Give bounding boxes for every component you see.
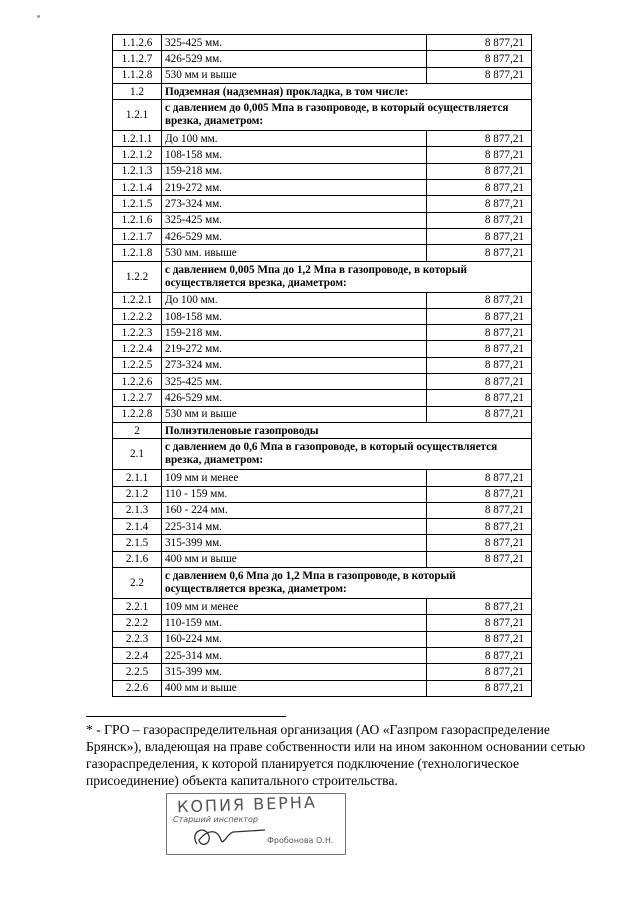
table-row — [113, 325, 532, 341]
row-price: 8 877,21 — [427, 245, 532, 261]
row-price: 8 877,21 — [427, 551, 532, 567]
row-price: 8 877,21 — [427, 341, 532, 357]
row-price: 8 877,21 — [427, 406, 532, 422]
row-description: 159-218 мм. — [162, 325, 427, 341]
row-description: 273-324 мм. — [162, 357, 427, 373]
row-number: 1.2.1.7 — [113, 228, 162, 244]
tariff-table-body — [113, 35, 532, 697]
row-description: 530 мм и выше — [162, 406, 427, 422]
row-number: 1.2.2.4 — [113, 341, 162, 357]
row-number: 2.2.3 — [113, 631, 162, 647]
row-description: До 100 мм. — [162, 292, 427, 308]
row-description: До 100 мм. — [162, 131, 427, 147]
row-number: 1.2.1.3 — [113, 163, 162, 179]
table-row — [113, 341, 532, 357]
row-number: 2.2 — [113, 568, 162, 599]
row-number: 1.2.1.1 — [113, 131, 162, 147]
stamp-name: Фробонова О.Н. — [267, 836, 334, 845]
row-description: 400 мм и выше — [162, 680, 427, 696]
row-description: 325-425 мм. — [162, 35, 427, 51]
row-number: 1.2.2.5 — [113, 357, 162, 373]
section-title: с давлением 0,005 Мпа до 1,2 Мпа в газопроводе, в который осуществляется врезка, диаметром: — [162, 261, 532, 292]
row-number: 1.2.1.8 — [113, 245, 162, 261]
table-row — [113, 228, 532, 244]
table-row — [113, 374, 532, 390]
row-price: 8 877,21 — [427, 292, 532, 308]
table-row — [113, 180, 532, 196]
row-description: 108-158 мм. — [162, 308, 427, 324]
table-row — [113, 196, 532, 212]
row-number: 2.1.5 — [113, 535, 162, 551]
row-price: 8 877,21 — [427, 680, 532, 696]
table-row — [113, 535, 532, 551]
row-price: 8 877,21 — [427, 615, 532, 631]
row-number: 2.1.6 — [113, 551, 162, 567]
row-price: 8 877,21 — [427, 647, 532, 663]
row-price: 8 877,21 — [427, 228, 532, 244]
row-price: 8 877,21 — [427, 131, 532, 147]
table-row — [113, 245, 532, 261]
row-description: 219-272 мм. — [162, 180, 427, 196]
row-number: 1.2.2.7 — [113, 390, 162, 406]
table-row — [113, 680, 532, 696]
row-description: 108-158 мм. — [162, 147, 427, 163]
row-description: 315-399 мм. — [162, 664, 427, 680]
table-row — [113, 615, 532, 631]
row-number: 2.2.6 — [113, 680, 162, 696]
table-section-row — [113, 83, 532, 99]
row-number: 1.2.2.8 — [113, 406, 162, 422]
signature-image — [187, 822, 267, 852]
row-number: 1.1.2.7 — [113, 51, 162, 67]
table-row — [113, 551, 532, 567]
table-row — [113, 519, 532, 535]
row-description: 325-425 мм. — [162, 212, 427, 228]
table-row — [113, 486, 532, 502]
row-number: 2.2.5 — [113, 664, 162, 680]
row-number: 1.2.2.6 — [113, 374, 162, 390]
row-number: 1.2.1 — [113, 100, 162, 131]
stamp-title: КОПИЯ ВЕРНА — [176, 792, 318, 817]
row-price: 8 877,21 — [427, 664, 532, 680]
row-description: 530 мм и выше — [162, 67, 427, 83]
section-title: Полиэтиленовые газопроводы — [162, 422, 532, 438]
row-description: 426-529 мм. — [162, 228, 427, 244]
table-section-row — [113, 261, 532, 292]
table-row — [113, 292, 532, 308]
row-number: 1.2.1.6 — [113, 212, 162, 228]
table-row — [113, 390, 532, 406]
row-number: 1.2.2.1 — [113, 292, 162, 308]
row-description: 159-218 мм. — [162, 163, 427, 179]
row-description: 110-159 мм. — [162, 615, 427, 631]
table-row — [113, 51, 532, 67]
section-title: с давлением до 0,005 Мпа в газопроводе, в который осуществляется врезка, диаметром: — [162, 100, 532, 131]
row-price: 8 877,21 — [427, 357, 532, 373]
table-row — [113, 131, 532, 147]
row-description: 110 - 159 мм. — [162, 486, 427, 502]
row-description: 530 мм. ивыше — [162, 245, 427, 261]
table-row — [113, 212, 532, 228]
row-description: 426-529 мм. — [162, 390, 427, 406]
section-title: с давлением до 0,6 Мпа в газопроводе, в который осуществляется врезка, диаметром: — [162, 439, 532, 470]
row-price: 8 877,21 — [427, 163, 532, 179]
row-price: 8 877,21 — [427, 502, 532, 518]
row-number: 1.2.1.2 — [113, 147, 162, 163]
row-description: 400 мм и выше — [162, 551, 427, 567]
row-description: 225-314 мм. — [162, 519, 427, 535]
table-row — [113, 67, 532, 83]
table-section-row — [113, 439, 532, 470]
table-section-row — [113, 568, 532, 599]
row-price: 8 877,21 — [427, 325, 532, 341]
section-title: Подземная (надземная) прокладка, в том числе: — [162, 83, 532, 99]
row-description: 225-314 мм. — [162, 647, 427, 663]
row-number: 2.2.1 — [113, 599, 162, 615]
row-description: 109 мм и менее — [162, 599, 427, 615]
row-price: 8 877,21 — [427, 212, 532, 228]
table-section-row — [113, 100, 532, 131]
row-number: 2.1.4 — [113, 519, 162, 535]
table-row — [113, 357, 532, 373]
row-description: 109 мм и менее — [162, 470, 427, 486]
row-number: 2 — [113, 422, 162, 438]
certified-copy-stamp — [166, 793, 346, 855]
stamp-position: Старший инспектор — [173, 815, 258, 824]
table-row — [113, 147, 532, 163]
row-price: 8 877,21 — [427, 470, 532, 486]
scan-speck — [37, 15, 40, 18]
row-price: 8 877,21 — [427, 308, 532, 324]
row-number: 2.2.2 — [113, 615, 162, 631]
tariff-table — [112, 34, 532, 697]
row-price: 8 877,21 — [427, 486, 532, 502]
row-price: 8 877,21 — [427, 51, 532, 67]
table-row — [113, 35, 532, 51]
row-number: 1.2.1.4 — [113, 180, 162, 196]
row-price: 8 877,21 — [427, 599, 532, 615]
row-price: 8 877,21 — [427, 519, 532, 535]
row-description: 219-272 мм. — [162, 341, 427, 357]
row-number: 1.1.2.6 — [113, 35, 162, 51]
row-number: 1.2 — [113, 83, 162, 99]
footnote-rule — [86, 716, 286, 717]
row-number: 2.1.3 — [113, 502, 162, 518]
section-title: с давлением 0,6 Мпа до 1,2 Мпа в газопроводе, в который осуществляется врезка, диаметром: — [162, 568, 532, 599]
table-row — [113, 470, 532, 486]
row-description: 160 - 224 мм. — [162, 502, 427, 518]
row-number: 2.1.1 — [113, 470, 162, 486]
table-row — [113, 308, 532, 324]
row-price: 8 877,21 — [427, 147, 532, 163]
row-price: 8 877,21 — [427, 196, 532, 212]
row-price: 8 877,21 — [427, 631, 532, 647]
row-number: 2.1.2 — [113, 486, 162, 502]
row-number: 1.1.2.8 — [113, 67, 162, 83]
row-price: 8 877,21 — [427, 374, 532, 390]
row-price: 8 877,21 — [427, 67, 532, 83]
row-price: 8 877,21 — [427, 35, 532, 51]
table-row — [113, 631, 532, 647]
footnote-text: * - ГРО – газораспределительная организация (АО «Газпром газораспределение Брянск»), владеющая на праве собственности или на ином законном основании сетью газораспределения, к которой планируется подключение (технологическое присоединение) объекта капитального строительства. — [86, 722, 586, 788]
row-price: 8 877,21 — [427, 180, 532, 196]
table-row — [113, 647, 532, 663]
row-description: 426-529 мм. — [162, 51, 427, 67]
table-row — [113, 599, 532, 615]
table-row — [113, 502, 532, 518]
row-number: 1.2.2.2 — [113, 308, 162, 324]
row-number: 1.2.1.5 — [113, 196, 162, 212]
row-description: 325-425 мм. — [162, 374, 427, 390]
table-row — [113, 406, 532, 422]
row-number: 2.1 — [113, 439, 162, 470]
table-section-row — [113, 422, 532, 438]
row-description: 160-224 мм. — [162, 631, 427, 647]
row-number: 1.2.2.3 — [113, 325, 162, 341]
row-number: 1.2.2 — [113, 261, 162, 292]
row-price: 8 877,21 — [427, 390, 532, 406]
table-row — [113, 163, 532, 179]
row-description: 273-324 мм. — [162, 196, 427, 212]
row-number: 2.2.4 — [113, 647, 162, 663]
table-row — [113, 664, 532, 680]
row-description: 315-399 мм. — [162, 535, 427, 551]
row-price: 8 877,21 — [427, 535, 532, 551]
